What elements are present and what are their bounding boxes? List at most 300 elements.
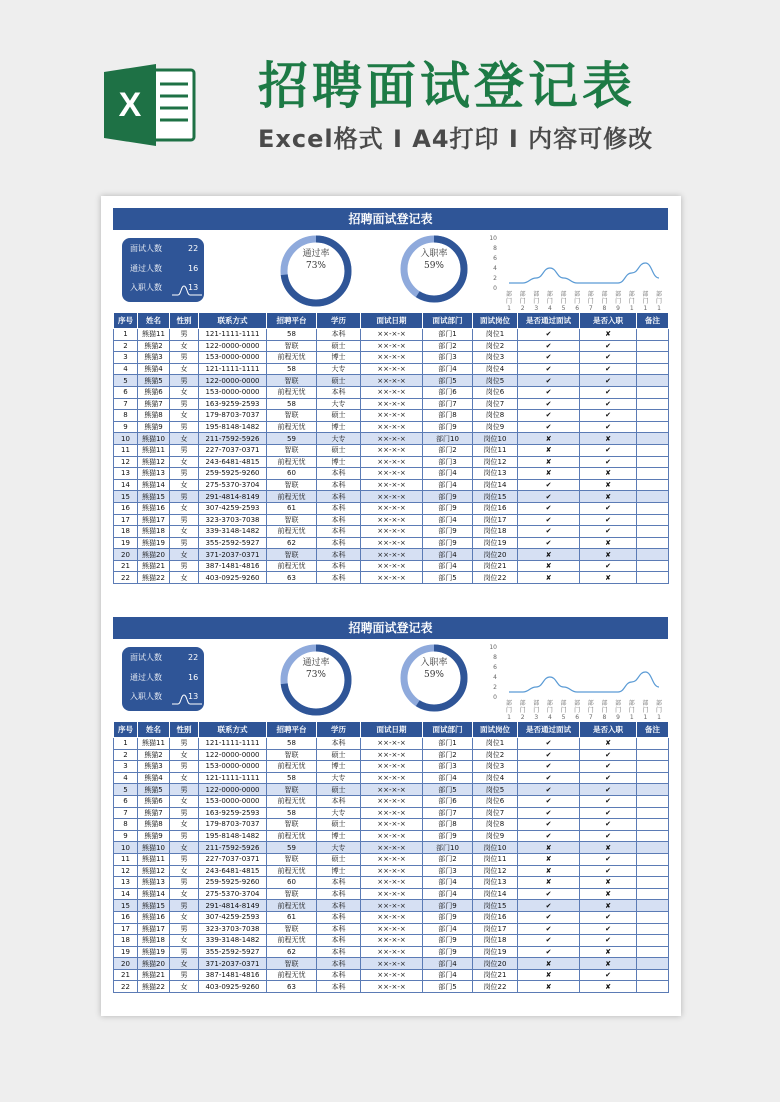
table-cell[interactable]: ××-×-× — [361, 375, 423, 387]
table-cell[interactable]: 岗位14 — [473, 888, 518, 900]
table-cell[interactable]: ✘ — [580, 572, 637, 584]
table-cell[interactable]: ✔ — [580, 526, 637, 538]
table-cell[interactable]: 硕士 — [317, 410, 361, 422]
table-cell[interactable]: 熊猫17 — [138, 514, 170, 526]
table-cell[interactable]: ××-×-× — [361, 935, 423, 947]
table-cell[interactable]: 387-1481-4816 — [199, 560, 267, 572]
table-cell[interactable]: 本科 — [317, 981, 361, 993]
table-cell[interactable]: 本科 — [317, 549, 361, 561]
table-cell[interactable]: 259-5925-9260 — [199, 468, 267, 480]
table-cell[interactable]: 智联 — [267, 479, 317, 491]
table-cell[interactable]: 前程无忧 — [267, 456, 317, 468]
table-cell[interactable]: ✔ — [580, 502, 637, 514]
table-cell[interactable]: 岗位9 — [473, 421, 518, 433]
table-cell[interactable] — [637, 923, 669, 935]
table-cell[interactable]: ××-×-× — [361, 865, 423, 877]
table-cell[interactable]: 岗位3 — [473, 761, 518, 773]
table-cell[interactable]: 熊猫13 — [138, 468, 170, 480]
table-cell[interactable]: 部门1 — [423, 329, 473, 341]
table-cell[interactable]: 岗位19 — [473, 537, 518, 549]
table-cell[interactable]: 岗位20 — [473, 958, 518, 970]
table-cell[interactable]: 59 — [267, 433, 317, 445]
table-cell[interactable]: 179-8703-7037 — [199, 819, 267, 831]
table-cell[interactable]: 403-0925-9260 — [199, 572, 267, 584]
table-cell[interactable]: 17 — [114, 514, 138, 526]
table-cell[interactable]: ✔ — [580, 456, 637, 468]
table-cell[interactable]: 男 — [170, 560, 199, 572]
table-cell[interactable]: 部门10 — [423, 842, 473, 854]
table-cell[interactable]: ✘ — [580, 479, 637, 491]
table-cell[interactable]: 熊猫5 — [138, 375, 170, 387]
table-cell[interactable]: 61 — [267, 502, 317, 514]
table-cell[interactable]: 371-2037-0371 — [199, 549, 267, 561]
table-cell[interactable]: 122-0000-0000 — [199, 784, 267, 796]
table-cell[interactable]: 男 — [170, 375, 199, 387]
table-cell[interactable]: ✔ — [580, 784, 637, 796]
table-cell[interactable]: 本科 — [317, 958, 361, 970]
table-cell[interactable]: ✘ — [518, 433, 580, 445]
table-cell[interactable]: 硕士 — [317, 749, 361, 761]
table-cell[interactable]: 部门7 — [423, 398, 473, 410]
table-cell[interactable]: 部门9 — [423, 946, 473, 958]
table-cell[interactable]: ✘ — [518, 444, 580, 456]
table-cell[interactable]: 大专 — [317, 398, 361, 410]
table-cell[interactable]: 本科 — [317, 526, 361, 538]
table-cell[interactable]: 4 — [114, 363, 138, 375]
table-cell[interactable] — [637, 772, 669, 784]
table-cell[interactable]: ××-×-× — [361, 410, 423, 422]
table-cell[interactable]: 岗位11 — [473, 853, 518, 865]
table-cell[interactable]: ××-×-× — [361, 444, 423, 456]
table-cell[interactable]: 智联 — [267, 958, 317, 970]
table-cell[interactable]: 硕士 — [317, 819, 361, 831]
table-cell[interactable]: 女 — [170, 386, 199, 398]
table-cell[interactable]: ✔ — [580, 421, 637, 433]
table-cell[interactable]: 熊猫22 — [138, 572, 170, 584]
table-cell[interactable]: ✔ — [518, 410, 580, 422]
table-cell[interactable]: 243-6481-4815 — [199, 456, 267, 468]
table-cell[interactable]: ××-×-× — [361, 888, 423, 900]
table-cell[interactable]: 15 — [114, 491, 138, 503]
table-cell[interactable]: ✘ — [580, 491, 637, 503]
table-cell[interactable]: 22 — [114, 572, 138, 584]
table-cell[interactable]: ✔ — [580, 514, 637, 526]
table-cell[interactable]: 58 — [267, 363, 317, 375]
table-cell[interactable]: 智联 — [267, 444, 317, 456]
table-cell[interactable]: 195-8148-1482 — [199, 830, 267, 842]
table-cell[interactable]: ✔ — [580, 772, 637, 784]
table-cell[interactable]: 本科 — [317, 514, 361, 526]
table-cell[interactable]: 熊猫8 — [138, 410, 170, 422]
table-cell[interactable]: ✔ — [580, 444, 637, 456]
table-cell[interactable]: 291-4814-8149 — [199, 900, 267, 912]
table-cell[interactable]: 153-0000-0000 — [199, 761, 267, 773]
table-cell[interactable]: 部门4 — [423, 468, 473, 480]
table-cell[interactable] — [637, 935, 669, 947]
table-cell[interactable]: 部门2 — [423, 340, 473, 352]
table-cell[interactable]: 本科 — [317, 877, 361, 889]
table-cell[interactable]: 本科 — [317, 738, 361, 750]
table-cell[interactable]: 部门10 — [423, 433, 473, 445]
table-cell[interactable]: 2 — [114, 749, 138, 761]
table-cell[interactable]: 岗位4 — [473, 772, 518, 784]
table-cell[interactable]: 12 — [114, 456, 138, 468]
table-cell[interactable]: 部门1 — [423, 738, 473, 750]
table-cell[interactable]: 8 — [114, 819, 138, 831]
table-cell[interactable]: ××-×-× — [361, 456, 423, 468]
table-cell[interactable]: ✘ — [518, 981, 580, 993]
table-cell[interactable]: ××-×-× — [361, 363, 423, 375]
table-cell[interactable]: ××-×-× — [361, 329, 423, 341]
table-cell[interactable]: 岗位19 — [473, 946, 518, 958]
table-cell[interactable] — [637, 410, 669, 422]
table-cell[interactable]: 男 — [170, 537, 199, 549]
table-cell[interactable]: ××-×-× — [361, 807, 423, 819]
table-cell[interactable]: 本科 — [317, 969, 361, 981]
table-cell[interactable]: 1 — [114, 329, 138, 341]
table-cell[interactable]: ✔ — [518, 749, 580, 761]
table-cell[interactable]: ✔ — [518, 738, 580, 750]
table-cell[interactable]: 403-0925-9260 — [199, 981, 267, 993]
table-cell[interactable]: 4 — [114, 772, 138, 784]
table-cell[interactable] — [637, 795, 669, 807]
table-cell[interactable]: 部门2 — [423, 853, 473, 865]
table-cell[interactable]: 女 — [170, 749, 199, 761]
table-cell[interactable]: 部门4 — [423, 923, 473, 935]
table-cell[interactable]: 1 — [114, 738, 138, 750]
table-cell[interactable]: 男 — [170, 877, 199, 889]
table-cell[interactable]: 本科 — [317, 572, 361, 584]
table-cell[interactable]: 7 — [114, 807, 138, 819]
table-cell[interactable]: 熊猫4 — [138, 363, 170, 375]
table-cell[interactable]: 11 — [114, 444, 138, 456]
table-cell[interactable]: ✘ — [580, 888, 637, 900]
table-cell[interactable]: 岗位7 — [473, 398, 518, 410]
table-cell[interactable]: 部门3 — [423, 352, 473, 364]
table-cell[interactable]: 60 — [267, 468, 317, 480]
table-cell[interactable]: 智联 — [267, 340, 317, 352]
table-cell[interactable]: 14 — [114, 479, 138, 491]
table-cell[interactable]: ✔ — [518, 795, 580, 807]
table-cell[interactable]: 岗位22 — [473, 981, 518, 993]
table-cell[interactable]: 男 — [170, 946, 199, 958]
table-cell[interactable]: ✔ — [518, 807, 580, 819]
table-cell[interactable]: 部门5 — [423, 572, 473, 584]
table-cell[interactable]: ✘ — [518, 560, 580, 572]
table-cell[interactable]: 男 — [170, 761, 199, 773]
table-cell[interactable]: ✔ — [518, 375, 580, 387]
table-cell[interactable]: ✔ — [518, 946, 580, 958]
table-cell[interactable]: 博士 — [317, 456, 361, 468]
table-cell[interactable]: 307-4259-2593 — [199, 502, 267, 514]
table-cell[interactable] — [637, 329, 669, 341]
table-cell[interactable] — [637, 491, 669, 503]
table-cell[interactable]: ××-×-× — [361, 468, 423, 480]
table-cell[interactable]: 前程无忧 — [267, 526, 317, 538]
table-cell[interactable] — [637, 526, 669, 538]
table-cell[interactable]: ✔ — [580, 853, 637, 865]
table-cell[interactable]: 本科 — [317, 935, 361, 947]
table-cell[interactable]: ✔ — [518, 819, 580, 831]
table-cell[interactable]: 18 — [114, 935, 138, 947]
table-cell[interactable]: 岗位10 — [473, 842, 518, 854]
table-cell[interactable]: 8 — [114, 410, 138, 422]
table-cell[interactable]: 岗位1 — [473, 329, 518, 341]
table-cell[interactable]: ✘ — [518, 969, 580, 981]
table-cell[interactable]: 男 — [170, 784, 199, 796]
table-cell[interactable]: ××-×-× — [361, 761, 423, 773]
table-cell[interactable]: 岗位6 — [473, 795, 518, 807]
table-cell[interactable]: 61 — [267, 911, 317, 923]
table-cell[interactable]: 岗位21 — [473, 969, 518, 981]
table-cell[interactable]: 17 — [114, 923, 138, 935]
table-cell[interactable]: ××-×-× — [361, 502, 423, 514]
table-cell[interactable]: 智联 — [267, 749, 317, 761]
table-cell[interactable]: 岗位5 — [473, 784, 518, 796]
table-cell[interactable]: 部门8 — [423, 819, 473, 831]
table-cell[interactable]: 女 — [170, 572, 199, 584]
table-cell[interactable]: 女 — [170, 865, 199, 877]
table-cell[interactable]: 智联 — [267, 410, 317, 422]
table-cell[interactable]: ✔ — [580, 795, 637, 807]
table-cell[interactable]: 岗位18 — [473, 526, 518, 538]
table-cell[interactable]: ✔ — [580, 807, 637, 819]
table-cell[interactable]: 女 — [170, 363, 199, 375]
table-cell[interactable]: 智联 — [267, 784, 317, 796]
table-cell[interactable]: ✔ — [518, 421, 580, 433]
table-cell[interactable]: 熊猫9 — [138, 830, 170, 842]
table-cell[interactable]: ✔ — [580, 911, 637, 923]
table-cell[interactable]: 熊猫22 — [138, 981, 170, 993]
table-cell[interactable]: ××-×-× — [361, 526, 423, 538]
table-cell[interactable]: 21 — [114, 560, 138, 572]
table-cell[interactable]: 男 — [170, 468, 199, 480]
table-cell[interactable]: 岗位16 — [473, 911, 518, 923]
table-cell[interactable]: 智联 — [267, 853, 317, 865]
table-cell[interactable]: 岗位12 — [473, 865, 518, 877]
table-cell[interactable] — [637, 340, 669, 352]
table-cell[interactable]: 3 — [114, 352, 138, 364]
table-cell[interactable]: 男 — [170, 738, 199, 750]
table-cell[interactable]: 部门9 — [423, 502, 473, 514]
table-cell[interactable] — [637, 830, 669, 842]
table-cell[interactable]: 153-0000-0000 — [199, 352, 267, 364]
table-cell[interactable]: 163-9259-2593 — [199, 398, 267, 410]
table-cell[interactable]: 部门2 — [423, 444, 473, 456]
table-cell[interactable]: ××-×-× — [361, 386, 423, 398]
table-cell[interactable]: 熊猫9 — [138, 421, 170, 433]
table-cell[interactable]: 部门8 — [423, 410, 473, 422]
table-cell[interactable]: 275-5370-3704 — [199, 479, 267, 491]
table-cell[interactable]: 本科 — [317, 329, 361, 341]
table-cell[interactable]: 熊猫11 — [138, 444, 170, 456]
table-cell[interactable]: 58 — [267, 398, 317, 410]
table-cell[interactable] — [637, 853, 669, 865]
table-cell[interactable]: 熊猫14 — [138, 479, 170, 491]
table-cell[interactable]: 女 — [170, 911, 199, 923]
table-cell[interactable]: 男 — [170, 491, 199, 503]
table-cell[interactable]: 男 — [170, 444, 199, 456]
table-cell[interactable]: 熊猫18 — [138, 935, 170, 947]
table-cell[interactable]: 熊猫19 — [138, 946, 170, 958]
table-cell[interactable]: ✘ — [580, 946, 637, 958]
table-cell[interactable]: 20 — [114, 549, 138, 561]
table-cell[interactable]: 前程无忧 — [267, 761, 317, 773]
table-cell[interactable]: ××-×-× — [361, 738, 423, 750]
table-cell[interactable]: 63 — [267, 981, 317, 993]
table-cell[interactable]: 岗位8 — [473, 819, 518, 831]
table-cell[interactable]: 前程无忧 — [267, 900, 317, 912]
table-cell[interactable]: ××-×-× — [361, 398, 423, 410]
table-cell[interactable] — [637, 421, 669, 433]
table-cell[interactable]: ××-×-× — [361, 549, 423, 561]
table-cell[interactable]: ××-×-× — [361, 433, 423, 445]
table-cell[interactable]: 本科 — [317, 911, 361, 923]
table-cell[interactable]: 前程无忧 — [267, 969, 317, 981]
table-cell[interactable]: ✘ — [580, 958, 637, 970]
table-cell[interactable] — [637, 911, 669, 923]
table-cell[interactable]: ✘ — [580, 433, 637, 445]
table-cell[interactable]: 59 — [267, 842, 317, 854]
table-cell[interactable]: 355-2592-5927 — [199, 537, 267, 549]
table-cell[interactable]: ✔ — [580, 761, 637, 773]
table-cell[interactable]: 岗位11 — [473, 444, 518, 456]
table-cell[interactable]: 122-0000-0000 — [199, 749, 267, 761]
table-cell[interactable]: 男 — [170, 923, 199, 935]
table-cell[interactable]: 博士 — [317, 421, 361, 433]
table-cell[interactable]: 部门4 — [423, 560, 473, 572]
table-cell[interactable]: 熊猫21 — [138, 560, 170, 572]
table-cell[interactable]: ✔ — [518, 398, 580, 410]
table-cell[interactable]: ✔ — [518, 784, 580, 796]
table-cell[interactable]: 13 — [114, 877, 138, 889]
table-cell[interactable]: ✘ — [518, 865, 580, 877]
table-cell[interactable]: 前程无忧 — [267, 421, 317, 433]
table-cell[interactable]: 本科 — [317, 502, 361, 514]
table-cell[interactable]: ✔ — [518, 340, 580, 352]
table-cell[interactable]: 岗位1 — [473, 738, 518, 750]
table-cell[interactable]: 62 — [267, 946, 317, 958]
table-cell[interactable]: 275-5370-3704 — [199, 888, 267, 900]
table-cell[interactable]: 195-8148-1482 — [199, 421, 267, 433]
table-cell[interactable]: ✔ — [518, 363, 580, 375]
table-cell[interactable] — [637, 514, 669, 526]
table-cell[interactable]: 大专 — [317, 363, 361, 375]
table-cell[interactable]: 熊猫12 — [138, 865, 170, 877]
table-cell[interactable]: 女 — [170, 502, 199, 514]
table-cell[interactable]: 19 — [114, 537, 138, 549]
table-cell[interactable]: ××-×-× — [361, 560, 423, 572]
table-cell[interactable]: 岗位6 — [473, 386, 518, 398]
table-cell[interactable]: ✔ — [580, 819, 637, 831]
table-cell[interactable] — [637, 761, 669, 773]
table-cell[interactable]: 熊猫3 — [138, 761, 170, 773]
table-cell[interactable]: ✔ — [518, 514, 580, 526]
table-cell[interactable]: ✔ — [518, 479, 580, 491]
table-cell[interactable]: 部门9 — [423, 900, 473, 912]
table-cell[interactable]: ××-×-× — [361, 421, 423, 433]
table-cell[interactable]: 3 — [114, 761, 138, 773]
table-cell[interactable]: ✘ — [580, 537, 637, 549]
table-cell[interactable]: 部门5 — [423, 784, 473, 796]
table-cell[interactable]: ✔ — [580, 363, 637, 375]
table-cell[interactable]: 323-3703-7038 — [199, 514, 267, 526]
table-cell[interactable]: 122-0000-0000 — [199, 375, 267, 387]
table-cell[interactable] — [637, 572, 669, 584]
table-cell[interactable]: 部门6 — [423, 386, 473, 398]
table-cell[interactable]: ✘ — [518, 877, 580, 889]
table-cell[interactable]: 女 — [170, 526, 199, 538]
table-cell[interactable]: 58 — [267, 772, 317, 784]
table-cell[interactable]: 岗位16 — [473, 502, 518, 514]
table-cell[interactable]: 16 — [114, 502, 138, 514]
table-cell[interactable]: 硕士 — [317, 375, 361, 387]
table-cell[interactable] — [637, 749, 669, 761]
table-cell[interactable]: 部门4 — [423, 514, 473, 526]
table-cell[interactable]: 岗位4 — [473, 363, 518, 375]
table-cell[interactable]: 58 — [267, 807, 317, 819]
table-cell[interactable]: ✔ — [518, 830, 580, 842]
table-cell[interactable]: 6 — [114, 795, 138, 807]
table-cell[interactable] — [637, 807, 669, 819]
table-cell[interactable]: 部门4 — [423, 888, 473, 900]
table-cell[interactable]: 熊猫3 — [138, 352, 170, 364]
table-cell[interactable]: 10 — [114, 842, 138, 854]
table-cell[interactable]: 13 — [114, 468, 138, 480]
table-cell[interactable]: ✔ — [518, 502, 580, 514]
table-cell[interactable]: 女 — [170, 935, 199, 947]
table-cell[interactable]: 部门5 — [423, 981, 473, 993]
table-cell[interactable]: ✔ — [518, 923, 580, 935]
table-cell[interactable]: 121-1111-1111 — [199, 772, 267, 784]
table-cell[interactable]: 熊猫12 — [138, 456, 170, 468]
table-cell[interactable]: 硕士 — [317, 784, 361, 796]
table-cell[interactable]: 本科 — [317, 900, 361, 912]
table-cell[interactable]: 121-1111-1111 — [199, 329, 267, 341]
table-cell[interactable]: 熊猫16 — [138, 911, 170, 923]
table-cell[interactable]: 227-7037-0371 — [199, 853, 267, 865]
table-cell[interactable]: 女 — [170, 958, 199, 970]
table-cell[interactable]: 部门6 — [423, 795, 473, 807]
table-cell[interactable]: ✘ — [580, 842, 637, 854]
table-cell[interactable] — [637, 537, 669, 549]
table-cell[interactable]: ✔ — [518, 329, 580, 341]
table-cell[interactable] — [637, 444, 669, 456]
table-cell[interactable]: 岗位22 — [473, 572, 518, 584]
table-cell[interactable]: 5 — [114, 784, 138, 796]
table-cell[interactable]: 女 — [170, 795, 199, 807]
table-cell[interactable]: 62 — [267, 537, 317, 549]
table-cell[interactable] — [637, 819, 669, 831]
table-cell[interactable]: 22 — [114, 981, 138, 993]
table-cell[interactable]: 18 — [114, 526, 138, 538]
table-cell[interactable]: 部门7 — [423, 807, 473, 819]
table-cell[interactable] — [637, 888, 669, 900]
table-cell[interactable]: 熊猫10 — [138, 433, 170, 445]
table-cell[interactable]: ××-×-× — [361, 537, 423, 549]
table-cell[interactable]: ✔ — [518, 772, 580, 784]
table-cell[interactable] — [637, 386, 669, 398]
table-cell[interactable]: ✔ — [518, 352, 580, 364]
table-cell[interactable]: 女 — [170, 981, 199, 993]
table-cell[interactable]: 智联 — [267, 819, 317, 831]
table-cell[interactable]: 323-3703-7038 — [199, 923, 267, 935]
table-cell[interactable]: 211-7592-5926 — [199, 842, 267, 854]
table-cell[interactable]: ××-×-× — [361, 853, 423, 865]
table-cell[interactable]: 熊猫6 — [138, 795, 170, 807]
table-cell[interactable]: ××-×-× — [361, 911, 423, 923]
table-cell[interactable]: 男 — [170, 329, 199, 341]
